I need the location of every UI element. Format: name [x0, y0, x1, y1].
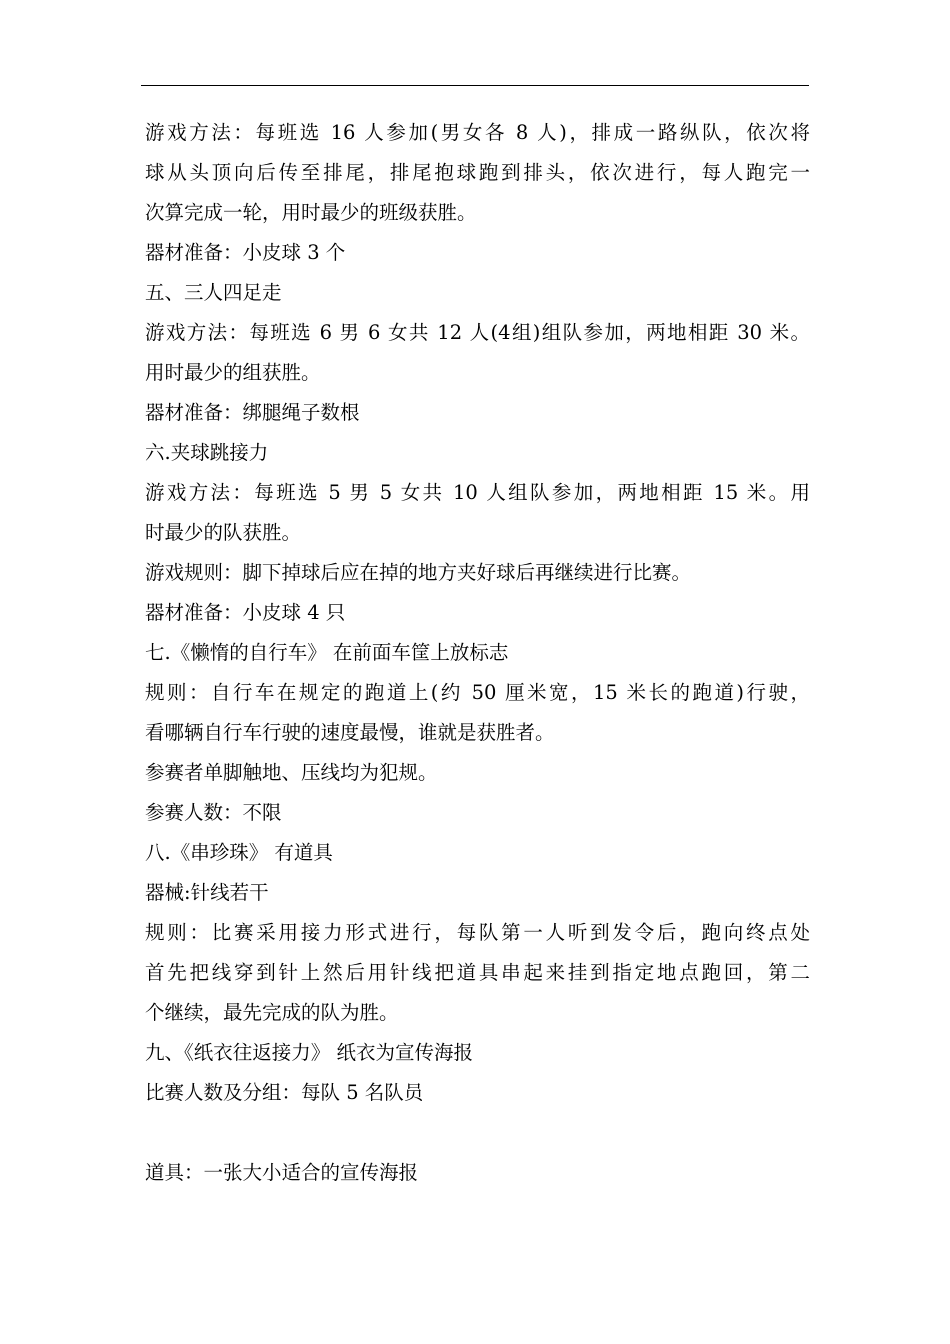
section-heading: 六.夹球跳接力 [145, 441, 269, 464]
blank-line [145, 1113, 810, 1153]
section-heading: 五、三人四足走 [145, 281, 282, 304]
text-line: 游戏方法：每班选 16 人参加(男女各 8 人)，排成一路纵队，依次将 [145, 121, 810, 144]
text-line: 看哪辆自行车行驶的速度最慢，谁就是获胜者。 [145, 721, 555, 744]
text-line: 时最少的队获胜。 [145, 521, 302, 544]
text-line: 器材准备：小皮球 3 个 [145, 241, 346, 264]
text-line: 用时最少的组获胜。 [145, 361, 321, 384]
text-line: 规则：自行车在规定的跑道上(约 50 厘米宽，15 米长的跑道)行驶， [145, 681, 810, 704]
text-line: 个继续，最先完成的队为胜。 [145, 1001, 399, 1024]
text-line: 规则：比赛采用接力形式进行，每队第一人听到发令后，跑向终点处 [145, 921, 810, 944]
text-line: 器材准备：绑腿绳子数根 [145, 401, 360, 424]
text-line: 游戏规则：脚下掉球后应在掉的地方夹好球后再继续进行比赛。 [145, 561, 692, 584]
text-line: 球从头顶向后传至排尾，排尾抱球跑到排头，依次进行，每人跑完一 [145, 161, 810, 184]
text-line: 参赛者单脚触地、压线均为犯规。 [145, 761, 438, 784]
section-heading: 九、《纸衣往返接力》 纸衣为宣传海报 [145, 1041, 473, 1064]
section-heading: 八.《串珍珠》 有道具 [145, 841, 333, 864]
text-line: 比赛人数及分组：每队 5 名队员 [145, 1081, 424, 1104]
text-line: 参赛人数：不限 [145, 801, 282, 824]
text-line: 游戏方法：每班选 6 男 6 女共 12 人(4组)组队参加，两地相距 30 米。 [145, 321, 810, 344]
text-line: 游戏方法：每班选 5 男 5 女共 10 人组队参加，两地相距 15 米。用 [145, 481, 810, 504]
text-line: 首先把线穿到针上然后用针线把道具串起来挂到指定地点跑回，第二 [145, 961, 810, 984]
section-heading: 七.《懒惰的自行车》 在前面车筐上放标志 [145, 641, 509, 664]
text-line: 器械:针线若干 [145, 881, 269, 904]
text-line: 道具：一张大小适合的宣传海报 [145, 1161, 419, 1184]
document-body [145, 113, 810, 1193]
text-line: 次算完成一轮，用时最少的班级获胜。 [145, 201, 477, 224]
header-rule [141, 85, 809, 86]
text-line: 器材准备：小皮球 4 只 [145, 601, 346, 624]
